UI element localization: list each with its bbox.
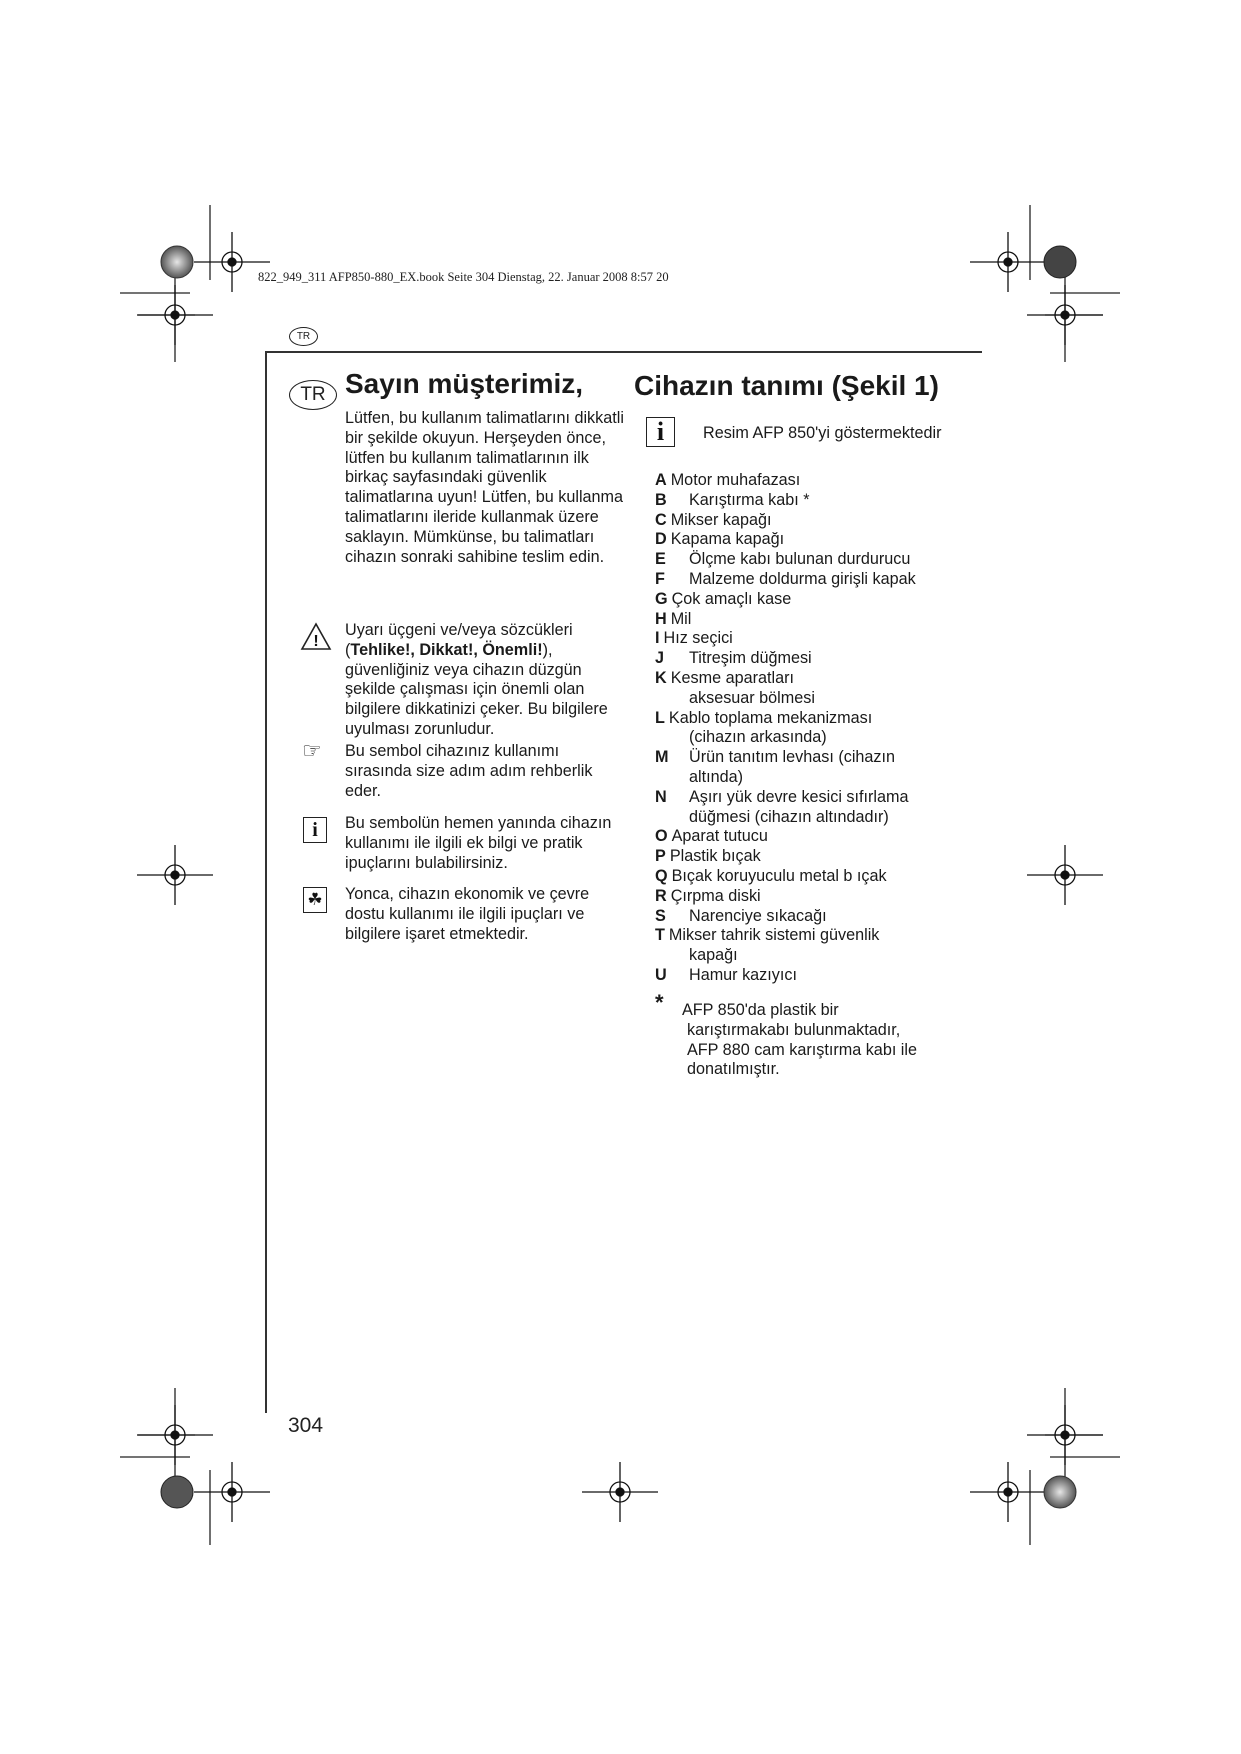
footnote <box>682 1001 917 1080</box>
device-description-title: Cihazın tanımı (Şekil 1) <box>634 370 939 401</box>
warning-text-post: ), güvenliğiniz veya cihazın düzgün şekilde çalışması için önemli olan bilgilere dikkatinizi çeker. Bu bilgilere uyulması zorunludur. <box>345 640 608 738</box>
part-letter: H <box>655 609 667 628</box>
part-letter: N <box>655 787 667 806</box>
part-item <box>655 471 800 491</box>
footnote-line: donatılmıştır. <box>687 1060 780 1079</box>
part-label: Aparat tutucu <box>671 827 768 846</box>
part-label: Hamur kazıyıcı <box>689 966 797 984</box>
info-paragraph: Bu sembolün hemen yanında cihazın kullanımı ile ilgili ek bilgi ve pratik ipuçlarını bulabilirsiniz. <box>345 814 612 872</box>
part-label-continued: kapağı <box>689 946 738 965</box>
part-letter: C <box>655 510 667 529</box>
footnote-line: karıştırmakabı bulunmaktadır, <box>687 1020 901 1039</box>
footnote-line: AFP 880 cam karıştırma kabı ile <box>687 1040 918 1059</box>
footnote-asterisk: * <box>655 990 664 1015</box>
part-letter: J <box>655 649 665 668</box>
figure-note: Resim AFP 850'yi göstermektedir <box>703 424 942 442</box>
part-label: Motor muhafazası <box>670 471 801 489</box>
part-letter: U <box>655 966 667 984</box>
part-letter: K <box>655 669 667 687</box>
part-letter: S <box>655 906 666 925</box>
warning-keywords: Tehlike!, Dikkat!, Önemli! <box>350 640 543 659</box>
svg-text:!: ! <box>313 633 319 650</box>
part-letter: D <box>655 530 667 549</box>
language-badge: TR <box>289 380 337 410</box>
part-label-continued: aksesuar bölmesi <box>689 688 815 707</box>
part-label: Kablo toplama mekanizması <box>668 708 873 727</box>
part-letter: F <box>655 570 665 588</box>
part-item <box>655 847 761 867</box>
part-letter: M <box>655 748 669 767</box>
part-item <box>655 788 909 808</box>
part-item <box>655 827 768 847</box>
part-item <box>655 709 872 729</box>
part-letter: E <box>655 550 666 569</box>
part-label: Titreşim düğmesi <box>689 649 812 668</box>
part-label: Mil <box>670 609 692 628</box>
part-label: Hız seçici <box>663 629 733 648</box>
part-item <box>655 530 784 550</box>
part-letter: B <box>655 490 667 509</box>
info-icon: i <box>303 817 327 843</box>
part-label-continued: (cihazın arkasında) <box>689 728 827 747</box>
clover-icon: ☘ <box>303 887 327 913</box>
footnote-line: AFP 850'da plastik bir <box>682 1001 839 1019</box>
part-label: Karıştırma kabı * <box>689 490 810 509</box>
part-label: Kapama kapağı <box>670 530 785 549</box>
part-label: Mikser kapağı <box>670 510 772 529</box>
top-rule <box>265 351 982 353</box>
part-label: Malzeme doldurma girişli kapak <box>689 570 916 588</box>
part-item <box>655 887 761 907</box>
part-letter: T <box>655 926 665 945</box>
part-letter: P <box>655 847 666 866</box>
part-item <box>655 669 794 689</box>
part-item <box>655 926 879 946</box>
part-letter: Q <box>655 867 668 885</box>
part-item <box>655 610 691 630</box>
part-item <box>655 748 895 768</box>
part-item <box>655 550 910 570</box>
info-icon: i <box>646 417 675 447</box>
part-label: Plastik bıçak <box>669 847 761 866</box>
part-label: Bıçak koruyuculu metal b ıçak <box>671 867 887 885</box>
part-item <box>655 511 771 531</box>
part-item <box>655 649 812 669</box>
language-tab: TR <box>289 327 318 346</box>
part-label: Aşırı yük devre kesici sıfırlama <box>689 787 909 806</box>
part-label: Mikser tahrik sistemi güvenlik <box>668 926 880 945</box>
part-label: Çırpma diski <box>670 886 761 905</box>
intro-paragraph: Lütfen, bu kullanım talimatlarını dikkatli bir şekilde okuyun. Herşeyden önce, lütfen bu kullanım talimatlarının ilk birkaç sayfasındaki güvenlik talimatlarına uyun! Lütfen, bu kullanma talimatlarını ileride kullanmak üzere saklayın. Mümkünse, bu talimatları cihazın sonraki sahibine teslim edin. <box>345 409 624 566</box>
part-item <box>655 966 797 986</box>
pointing-hand-icon: ☞ <box>302 738 322 763</box>
left-rule <box>265 351 267 1413</box>
part-item <box>655 867 887 887</box>
part-label: Ölçme kabı bulunan durdurucu <box>689 550 911 569</box>
part-label-continued: altında) <box>689 768 743 786</box>
part-item <box>655 570 916 590</box>
part-item <box>655 590 791 610</box>
part-letter: I <box>655 629 660 648</box>
part-label: Ürün tanıtım levhası (cihazın <box>689 748 896 767</box>
part-letter: G <box>655 589 668 608</box>
part-item <box>655 491 810 511</box>
print-header: 822_949_311 AFP850-880_EX.book Seite 304 Dienstag, 22. Januar 2008 8:57 20 <box>258 270 669 284</box>
part-item <box>655 907 827 927</box>
warning-triangle-icon <box>300 622 332 651</box>
clover-paragraph: Yonca, cihazın ekonomik ve çevre dostu kullanımı ile ilgili ipuçları ve bilgilere işaret etmektedir. <box>345 885 590 943</box>
page-number: 304 <box>288 1414 324 1437</box>
part-letter: L <box>655 708 665 727</box>
greeting-title: Sayın müşterimiz, <box>345 368 584 399</box>
warning-text-pre: Uyarı üçgeni ve/veya sözcükleri ( <box>345 621 573 659</box>
part-letter: O <box>655 827 668 846</box>
part-label: Kesme aparatları <box>670 669 794 687</box>
part-letter: R <box>655 886 667 905</box>
part-label: Çok amaçlı kase <box>671 589 792 608</box>
part-item <box>655 629 733 649</box>
part-letter: A <box>655 471 667 489</box>
part-label: Narenciye sıkacağı <box>689 906 827 925</box>
guidance-paragraph: Bu sembol cihazınız kullanımı sırasında size adım adım rehberlik eder. <box>345 742 593 800</box>
part-label-continued: düğmesi (cihazın altındadır) <box>689 807 889 826</box>
warning-paragraph <box>345 621 625 740</box>
